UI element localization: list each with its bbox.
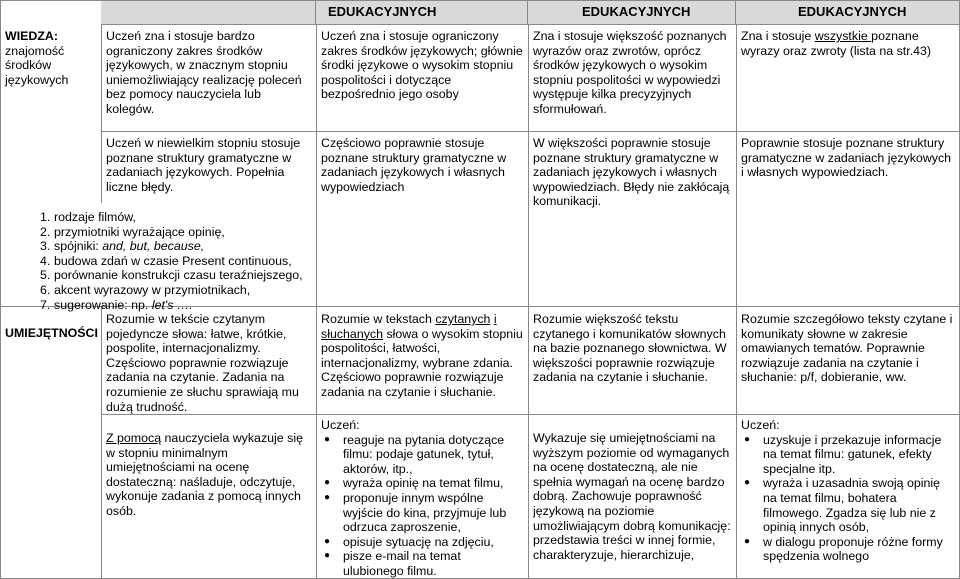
r4-col1-text: Z pomocą nauczyciela wykazuje się w stopniu minimalnym umiejętnościami na ocenę dostateczną: naśladuje, odczytuje, wykonuje zadania z pomocą innych osób. — [106, 431, 303, 518]
grid-line — [101, 24, 960, 25]
bullet-item: ● w dialogu proponuje różne formy spędzenia wolnego — [741, 535, 955, 564]
header-col2-label: EDUKACYJNYCH — [328, 4, 437, 19]
r4-col4-list — [741, 433, 955, 564]
r1-col2-text: Uczeń zna i stosuje ograniczony zakres środków językowych; głównie środki językowe o wysokim stopniu pospolitości i dotyczące bezpośrednio jego osoby — [321, 29, 523, 102]
bullet-item: ● wyraża opinię na temat filmu, — [321, 476, 523, 491]
r3-col4 — [736, 312, 960, 385]
r1-col1 — [101, 29, 316, 117]
header-col3-label: EDUKACYJNYCH — [582, 4, 691, 19]
grammar-list-item: 7. sugerowanie: np. let's …. — [40, 297, 193, 312]
r4-col3-text: Wykazuje się umiejętnościami na wyższym poziomie od wymaganych na ocenę dostateczną, ale nie spełnia wymagań na ocenę bardzo dobrą. Zachowuje poprawność językową na poziomie umożliwiającym dobrą komunikację: przedstawia treści w innej formie, charakteryzuje, hierarchizuje, — [533, 431, 731, 562]
header-band-empty — [0, 0, 101, 24]
r2-col2-text: Częściowo poprawnie stosuje poznane struktury gramatyczne w zadaniach językowych i własnych wypowiedziach — [321, 136, 507, 194]
header-col3 — [528, 0, 736, 24]
r3-col2 — [316, 312, 528, 400]
r1-col2 — [316, 29, 528, 102]
r3-col1 — [101, 312, 316, 414]
r4-col2-list — [321, 433, 523, 579]
r4-col4-title: Uczeń: — [741, 418, 780, 432]
wiedza-title: WIEDZA: — [5, 29, 58, 43]
grammar-list-item: 5. porównanie konstrukcji czasu teraźniejszego, — [40, 268, 303, 283]
header-col4 — [736, 0, 960, 24]
bullet-item: ● uzyskuje i przekazuje informacje na temat filmu: gatunek, efekty specjalne itp. — [741, 433, 955, 477]
r3-col1-text: Rozumie w tekście czytanym pojedyncze słowa: łatwe, krótkie, pospolite, internacjonalizmy. Częściowo poprawnie rozwiązuje zadania na czytanie. Zadania na rozumienie ze słuchu sprawiają mu dużą trudność. — [106, 312, 299, 414]
r4-col3 — [528, 431, 736, 562]
wiedza-subtitle: znajomość środków językowych — [5, 43, 69, 87]
grammar-list-item: 4. budowa zdań w czasie Present continuous, — [40, 253, 292, 268]
r2-col1-text: Uczeń w niewielkim stopniu stosuje poznane struktury gramatyczne w zadaniach językowych. Popełnia liczne błędy. — [106, 136, 301, 194]
bullet-item: ● wyraża i uzasadnia swoją opinię na temat filmu, bohatera filmowego. Zgadza się lub nie z opinią innych osób, — [741, 476, 955, 534]
r3-col3-text: Rozumie większość tekstu czytanego i komunikatów słownych na bazie poznanego słownictwa. W większości poprawnie rozwiązuje zadania na czytanie i słuchanie. — [533, 312, 727, 385]
r3-col2-text: Rozumie w tekstach czytanych i słuchanych słowa o wysokim stopniu pospolitości, łatwości, internacjonalizmy, wybrane zdania. Częściowo poprawnie rozwiązuje zadania na czytanie i słuchanie. — [321, 312, 523, 399]
bullet-item: ● opisuje sytuację na zdjęciu, — [321, 535, 523, 550]
r2-col3 — [528, 136, 736, 209]
r1-col3-text: Zna i stosuje większość poznanych wyrazów oraz zwrotów, oprócz środków językowych o wysokim stopniu pospolitości w wypowiedzi występuje kilka precyzyjnych sformułowań. — [533, 29, 727, 116]
bullet-item: ● reaguje na pytania dotyczące filmu: podaje gatunek, tytuł, aktorów, itp., — [321, 433, 523, 477]
r2-col4-text: Poprawnie stosuje poznane struktury gramatyczne w zadaniach językowych i własnych wypowiedziach. — [741, 136, 952, 180]
grid-line — [0, 0, 960, 1]
r2-col3-text: W większości poprawnie stosuje poznane struktury gramatyczne w zadaniach językowych i własnych wypowiedziach. Błędy nie zakłócają komunikacji. — [533, 136, 730, 209]
r2-col1 — [101, 136, 316, 194]
umiejetnosci-label — [0, 326, 101, 341]
r2-col4 — [736, 136, 960, 180]
r1-col3 — [528, 29, 736, 117]
r1-col4-text: Zna i stosuje wszystkie poznane wyrazy oraz zwroty (lista na str.43) — [741, 29, 932, 58]
wiedza-label — [0, 29, 101, 87]
r1-col1-text: Uczeń zna i stosuje bardzo ograniczony zakres środków językowych, w znacznym stopniu uniemożliwiający realizację poleceń bez pomocy nauczyciela lub kolegów. — [106, 29, 302, 116]
r1-col4 — [736, 29, 960, 58]
grid-line — [101, 131, 960, 132]
r4-col1 — [101, 431, 316, 519]
r3-col4-text: Rozumie szczegółowo teksty czytane i komunikaty słowne w zakresie omawianych tematów. Poprawnie rozwiązuje zadania na czytanie i słuchanie: p/f, dobieranie, ww. — [741, 312, 953, 385]
header-col4-label: EDUKACYJNYCH — [798, 4, 907, 19]
grammar-list — [0, 210, 340, 312]
umiejetnosci-title: UMIEJĘTNOŚCI — [5, 326, 98, 340]
header-col2 — [316, 0, 528, 24]
grammar-list-item: 3. spójniki: and, but, because, — [40, 239, 205, 254]
grammar-list-item: 6. akcent wyrazowy w przymiotnikach, — [40, 282, 251, 297]
grammar-list-item: 1. rodzaje filmów, — [40, 210, 136, 224]
grammar-list-items — [40, 210, 335, 312]
r2-col2 — [316, 136, 528, 194]
grammar-list-item: 2. przymiotniki wyrażające opinię, — [40, 224, 225, 239]
r4-col2 — [316, 418, 528, 579]
bullet-item: ● pisze e-mail na temat ulubionego filmu. — [321, 549, 523, 578]
r3-col3 — [528, 312, 736, 385]
bullet-item: ● proponuje innym wspólne wyjście do kina, przyjmuje lub odrzuca zaproszenie, — [321, 491, 523, 535]
header-col1 — [101, 0, 316, 24]
r4-col2-title: Uczeń: — [321, 418, 360, 432]
r4-col4 — [736, 418, 960, 564]
